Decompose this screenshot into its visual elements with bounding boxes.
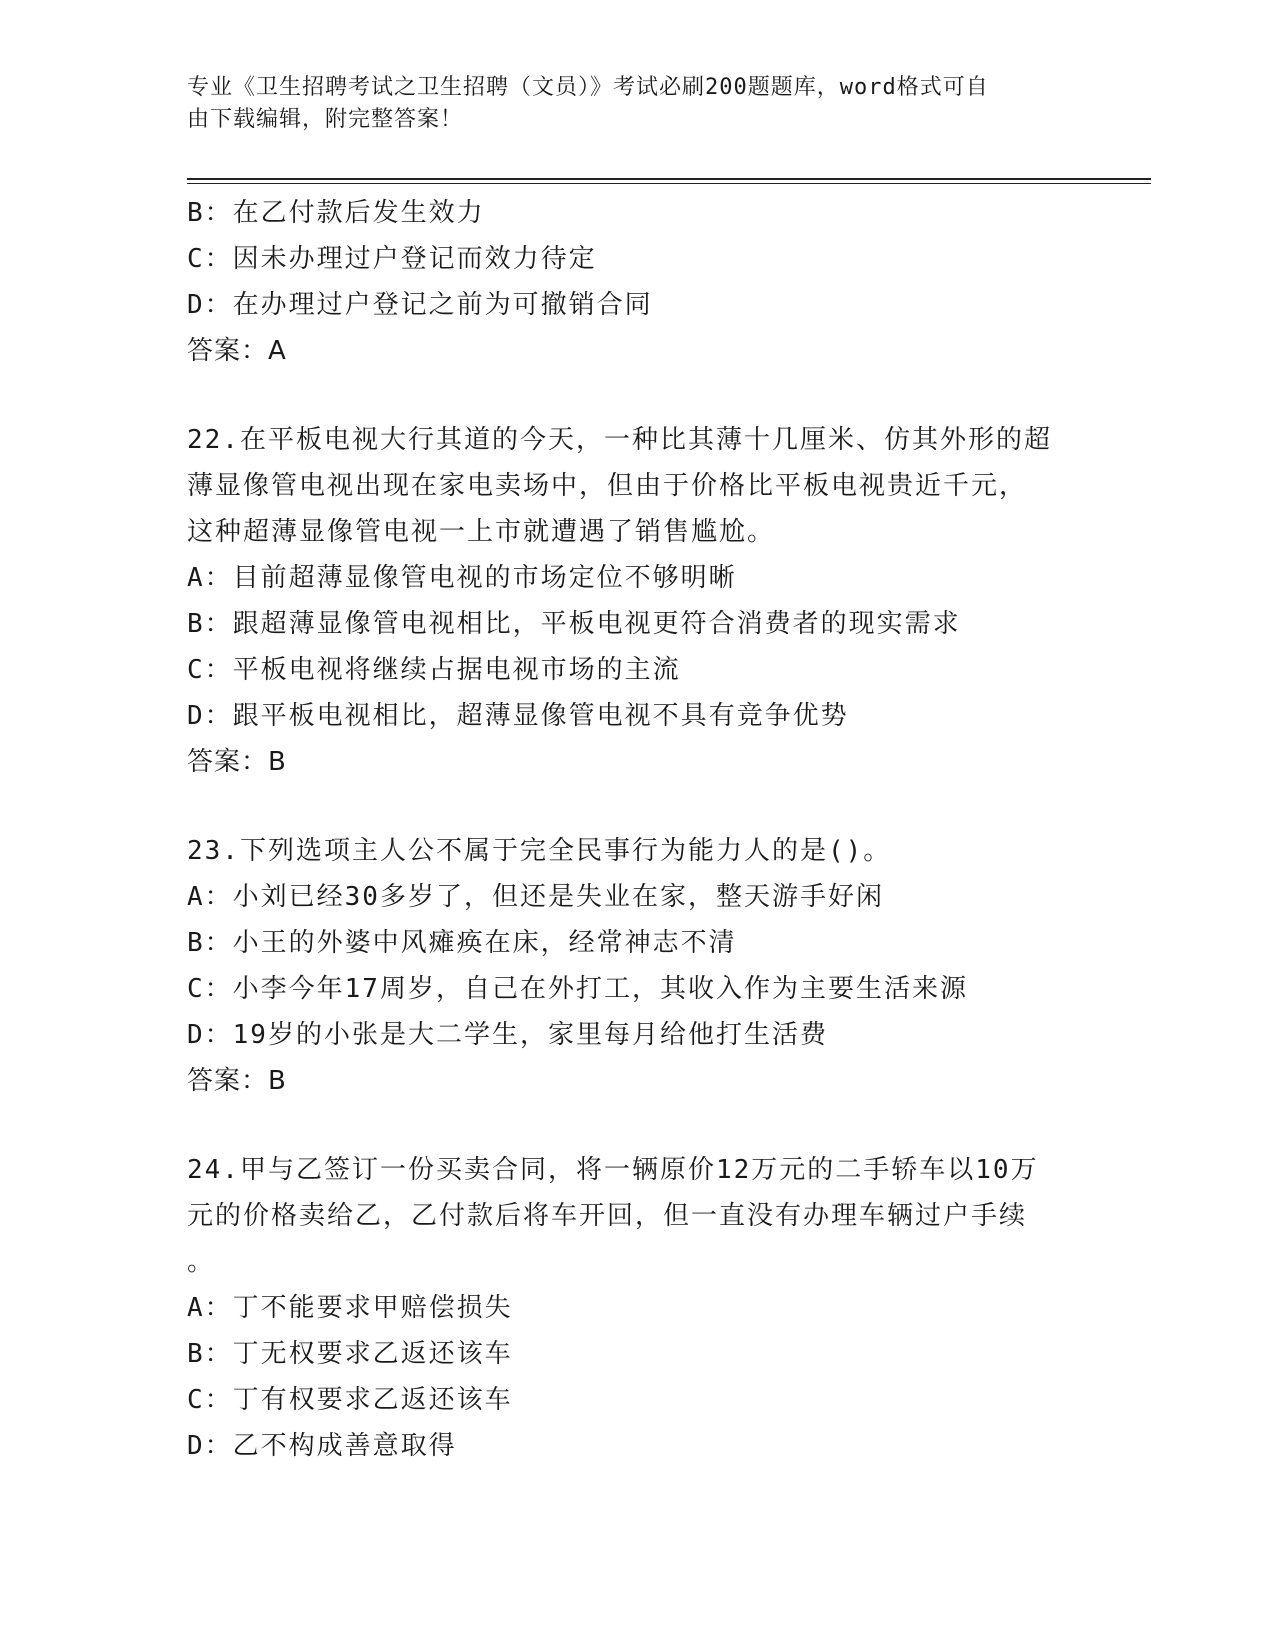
question-text-line: 这种超薄显像管电视一上市就遭遇了销售尴尬。	[187, 517, 776, 547]
option-a: A：丁不能要求甲赔偿损失	[187, 1293, 513, 1323]
header-line-2: 由下载编辑，附完整答案！	[187, 107, 464, 132]
spacer	[187, 374, 1087, 417]
option-c: C：小李今年17周岁，自己在外打工，其收入作为主要生活来源	[187, 974, 968, 1004]
document-header	[187, 72, 1067, 136]
answer-line: 答案：A	[187, 336, 287, 366]
option-c: C：丁有权要求乙返还该车	[187, 1385, 513, 1415]
question-text	[187, 417, 1087, 555]
question-text-line: 。	[187, 1247, 216, 1277]
option-d: D：乙不构成善意取得	[187, 1431, 457, 1461]
question-text-line: 24.甲与乙签订一份买卖合同，将一辆原价12万元的二手轿车以10万	[187, 1155, 1039, 1185]
header-divider-thin	[187, 183, 1151, 184]
option-d: D：跟平板电视相比，超薄显像管电视不具有竞争优势	[187, 701, 849, 731]
option-d: D：在办理过户登记之前为可撤销合同	[187, 290, 653, 320]
question-text-line: 薄显像管电视出现在家电卖场中，但由于价格比平板电视贵近千元，	[187, 471, 1028, 501]
option-a: A：小刘已经30多岁了，但还是失业在家，整天游手好闲	[187, 882, 884, 912]
spacer	[187, 1104, 1087, 1147]
header-line-1: 专业《卫生招聘考试之卫生招聘（文员）》考试必刷200题题库，word格式可自	[187, 75, 989, 100]
option-a: A：目前超薄显像管电视的市场定位不够明晰	[187, 563, 737, 593]
option-c: C：因未办理过户登记而效力待定	[187, 244, 597, 274]
option-b: B：小王的外婆中风瘫痪在床，经常神志不清	[187, 928, 737, 958]
option-c: C：平板电视将继续占据电视市场的主流	[187, 655, 681, 685]
answer-line: 答案：B	[187, 747, 287, 777]
answer-line: 答案：B	[187, 1066, 287, 1096]
option-b: B：跟超薄显像管电视相比，平板电视更符合消费者的现实需求	[187, 609, 961, 639]
question-text-line: 22.在平板电视大行其道的今天，一种比其薄十几厘米、仿其外形的超	[187, 425, 1052, 455]
option-d: D：19岁的小张是大二学生，家里每月给他打生活费	[187, 1020, 828, 1050]
question-23	[187, 828, 1087, 1104]
option-b: B：丁无权要求乙返还该车	[187, 1339, 513, 1369]
document-body	[187, 190, 1087, 1469]
header-divider-thick	[187, 178, 1151, 180]
question-text-line: 元的价格卖给乙，乙付款后将车开回，但一直没有办理车辆过户手续	[187, 1201, 1028, 1231]
question-22	[187, 417, 1087, 785]
question-21-continued	[187, 190, 1087, 374]
question-text	[187, 828, 1087, 874]
spacer	[187, 785, 1087, 828]
option-b: B：在乙付款后发生效力	[187, 198, 485, 228]
question-24	[187, 1147, 1087, 1469]
question-text-line: 23.下列选项主人公不属于完全民事行为能力人的是()。	[187, 836, 892, 866]
question-text	[187, 1147, 1087, 1285]
